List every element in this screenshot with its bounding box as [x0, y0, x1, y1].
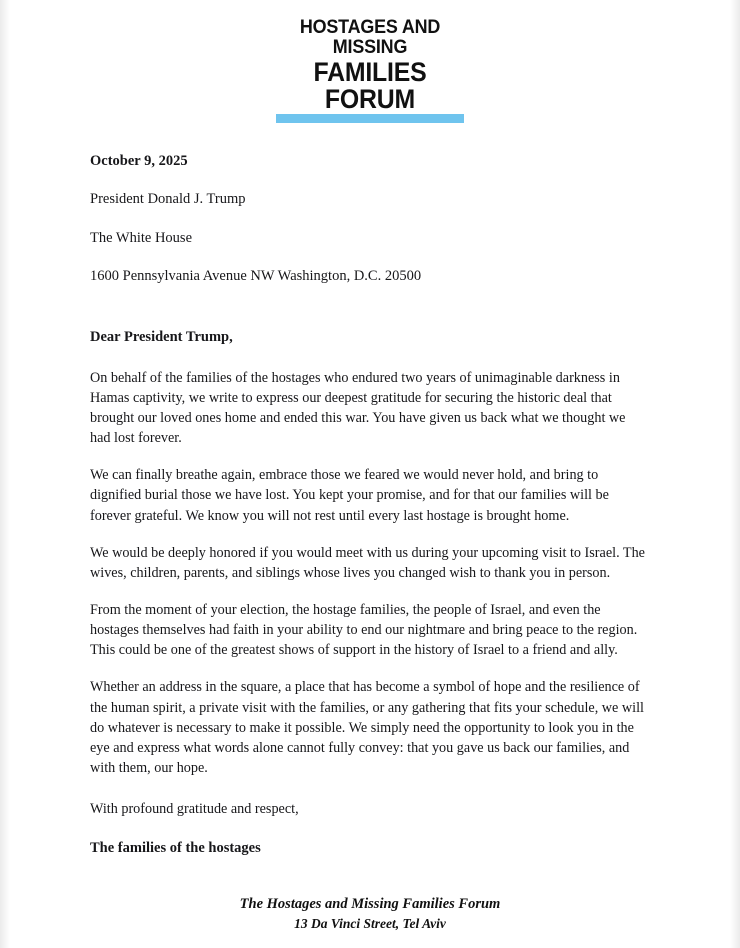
paragraph-1: On behalf of the families of the hostages who endured two years of unimaginable darkness in Hamas captivity, we write to express our deepest gratitude for securing the historic deal that brought our loved ones home and ended this war. You have given us back what we thought we had lost forever. [90, 369, 626, 447]
letter-paragraphs [90, 368, 648, 779]
footer-organization: The Hostages and Missing Families Forum [239, 896, 501, 912]
recipient-name: President Donald J. Trump [90, 191, 246, 208]
salutation: Dear President Trump, [90, 328, 233, 345]
recipient-address: 1600 Pennsylvania Avenue NW Washington, D.C. 20500 [90, 268, 422, 285]
letter-date: October 9, 2025 [90, 153, 188, 169]
paragraph-2: We can finally breathe again, embrace those we feared we would never hold, and bring to dignified burial those we have lost. You kept your promise, and for that our families will be forever grateful. We know you will not rest until every last hostage is brought home. [90, 467, 609, 524]
logo-underline-bar [276, 114, 464, 123]
letter-header-block [90, 153, 648, 286]
letterhead [0, 0, 740, 123]
logo-line-secondary: FAMILIES FORUM [313, 57, 427, 114]
logo-line-primary: HOSTAGES AND MISSING [299, 16, 441, 58]
page-footer [0, 896, 740, 932]
paragraph-4: From the moment of your election, the hostage families, the people of Israel, and even the hostages themselves had faith in your ability to end our nightmare and bring peace to the region. This could be one of the greatest shows of support in the history of Israel to a friend and ally. [90, 601, 638, 659]
organization-logo [275, 18, 465, 123]
letter-body [0, 153, 740, 857]
signature-line: The families of the hostages [90, 840, 261, 857]
closing-line: With profound gratitude and respect, [90, 801, 299, 818]
paragraph-5: Whether an address in the square, a place that has become a symbol of hope and the resilience of the human spirit, a private visit with the families, or any gathering that fits your schedule, we will do whatever is necessary to make it possible. We simply need the opportunity to look you in the eye and express what words alone cannot fully convey: that you gave us back our families, and with them, our hope. [90, 679, 644, 777]
footer-address: 13 Da Vinci Street, Tel Aviv [294, 916, 446, 931]
paragraph-3: We would be deeply honored if you would meet with us during your upcoming visit to Israel. The wives, children, parents, and siblings whose lives you changed wish to thank you in person. [90, 544, 645, 581]
recipient-organization: The White House [90, 229, 193, 246]
